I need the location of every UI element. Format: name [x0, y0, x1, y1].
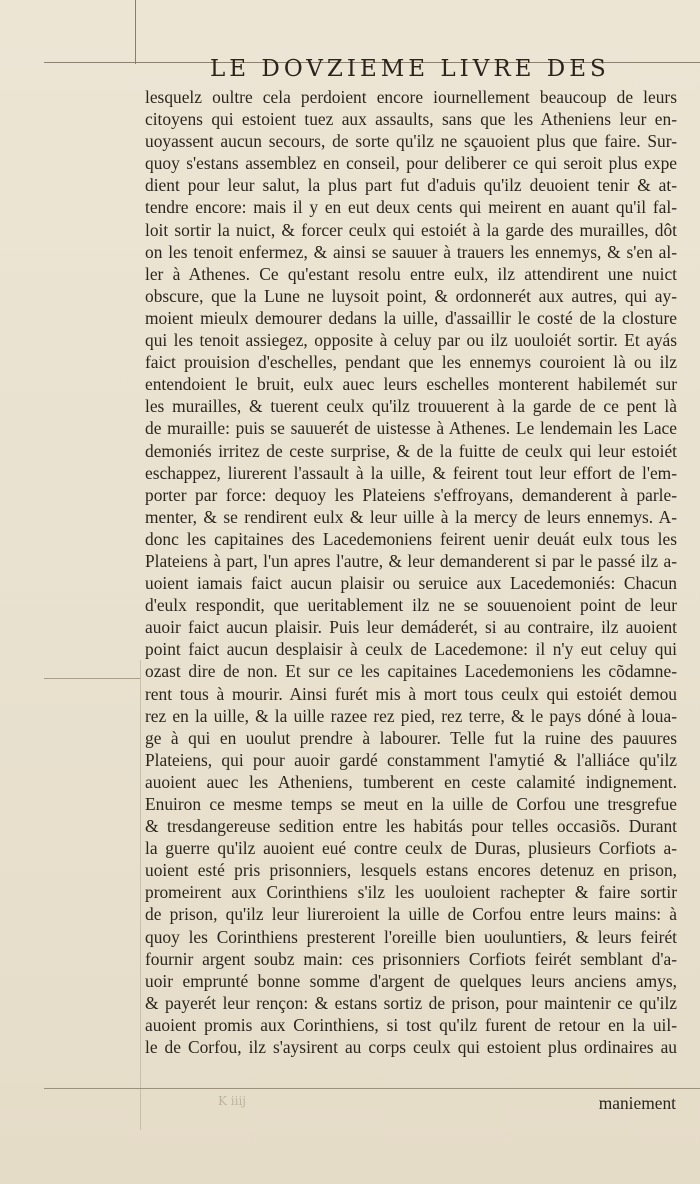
text-line: fournir argent soubz main: ces prisonniers Corfiots feirét semblant d'a- [145, 948, 677, 969]
text-line: donc les capitaines des Lacedemoniens feirent uenir deuát eulx tous les [145, 528, 677, 549]
text-line: Enuiron ce mesme temps se meut en la uille de Corfou une tresgrefue [145, 794, 677, 814]
text-line: menter, & se rendirent eulx & leur uille à la mercy de leurs ennemys. A- [145, 506, 677, 527]
text-line: uoient esté pris prisonniers, lesquels estans encores detenuz en prison, [145, 860, 677, 881]
text-line: ler à Athenes. Ce qu'estant resolu entre eulx, ilz attendirent une nuict [145, 263, 677, 284]
text-line: quoy les Corinthiens presterent l'oreille bien uouluntiers, & leurs feirét [145, 926, 677, 947]
text-line: uoyassent aucun secours, de sorte qu'ilz ne sçauoient plus que faire. Sur- [145, 131, 677, 152]
margin-rule-vertical [135, 0, 136, 64]
text-line: qui les tenoit assiegez, opposite à celuy par ou ilz uouloiét sortir. Et ayás [145, 330, 677, 351]
text-line: ozast dire de non. Et sur ce les capitaines Lacedemoniens les cõdamne- [145, 661, 677, 682]
catchword: maniement [598, 1093, 676, 1113]
text-line: quoy s'estans assemblez en conseil, pour deliberer ce qui seroit plus expe [145, 153, 677, 174]
text-line: loit sortir la nuict, & forcer ceulx qui estoiét à la garde des murailles, dôt [145, 219, 677, 240]
text-line: de muraille: puis se sauuerét de uistesse à Athenes. Le lendemain les Lace [145, 418, 677, 439]
text-line: lesquelz oultre cela perdoient encore iournellement beaucoup de leurs [145, 87, 677, 107]
text-line: faict prouision d'eschelles, pendant que les ennemys couroient là ou ilz [145, 352, 677, 373]
text-line: dient pour leur salut, la plus part fut d'aduis qu'ilz deuoient tenir & at- [145, 175, 677, 196]
text-line: de prison, qu'ilz leur liureroient la uille de Corfou entre leurs mains: à [145, 904, 677, 925]
text-line: entendoient le bruit, eulx auec leurs eschelles monterent habilemét sur [145, 374, 677, 395]
text-line: & tresdangereuse sedition entre les habitás pour telles occasiõs. Durant [145, 816, 677, 837]
text-line: demoniés irritez de ceste surprise, & de la fuitte de ceulx qui leur estoiét [145, 440, 677, 461]
text-line: citoyens qui estoient tuez aux assaults, sans que les Atheniens leur en- [145, 109, 677, 130]
margin-rule-horizontal [44, 678, 140, 679]
text-line: uoir emprunté bonne somme d'argent de quelques leurs anciens amys, [145, 970, 677, 991]
running-head: LE DOVZIEME LIVRE DES [210, 56, 610, 82]
text-line: ge à qui en uoulut prendre à labourer. Telle fut la ruine des pauures [145, 727, 677, 748]
text-line: Plateiens, qui pour auoir gardé constamment l'amytié & l'alliáce qu'ilz [145, 749, 677, 770]
text-line: d'eulx respondit, que ueritablement ilz ne se souuenoient point de leur [145, 595, 677, 616]
signature-mark: K iiij [218, 1094, 247, 1108]
body-text [145, 86, 677, 1058]
text-line: uoient iamais faict aucun plaisir ou seruice aux Lacedemoniés: Chacun [145, 573, 677, 594]
margin-rule-vertical-faint [140, 660, 141, 1130]
footer-rule [44, 1088, 700, 1089]
text-line: auoient promis aux Corinthiens, si tost qu'ilz furent de retour en la uil- [145, 1014, 677, 1035]
text-line: la guerre qu'ilz auoient eué contre ceulx de Duras, plusieurs Corfiots a- [145, 838, 677, 859]
text-line: tendre encore: mais il y en eut deux cents qui meirent en auant qu'il fal- [145, 197, 677, 218]
text-line: les murailles, & tuerent ceulx qu'ilz trouuerent à la garde de ce pent là [145, 396, 677, 417]
text-line: le de Corfou, ilz s'aysirent au corps ceulx qui estoient plus ordinaires au [145, 1037, 677, 1058]
text-line: obscure, que la Lune ne luysoit point, & ordonnerét aux autres, qui ay- [145, 285, 677, 306]
text-line: auoir faict aucun plaisir. Puis leur demáderét, si au contraire, ilz auoient [145, 617, 677, 638]
text-line: eschappez, liurerent l'assault à la uille, & feirent tout leur effort de l'em- [145, 462, 677, 483]
text-line: auoient auec les Atheniens, tumberent en ceste calamité indignement. [145, 771, 677, 792]
text-line: porter par force: dequoy les Plateiens s'effroyans, demanderent à parle- [145, 484, 677, 505]
text-line: rent tous à mourir. Ainsi furét mis à mort tous ceulx qui estoiét demou [145, 683, 677, 704]
text-line: promeirent aux Corinthiens s'ilz les uouloient rachepter & faire sortir [145, 882, 677, 903]
text-line: rez en la uille, & la uille razee rez pied, rez terre, & le pays dóné à loua- [145, 705, 677, 726]
text-line: & payerét leur rençon: & estans sortiz de prison, pour maintenir ce qu'ilz [145, 992, 677, 1013]
text-line: Plateiens à part, l'un apres l'autre, & leur demanderent si par le passé ilz a- [145, 550, 677, 571]
text-line: moient mieulx demourer dedans la uille, d'assaillir le costé de la closture [145, 307, 677, 328]
text-line: point faict aucun desplaisir à ceulx de Lacedemone: il n'y eut celuy qui [145, 639, 677, 660]
text-line: on les tenoit enfermez, & ainsi se sauuer à trauers les ennemys, & s'en al- [145, 241, 677, 262]
